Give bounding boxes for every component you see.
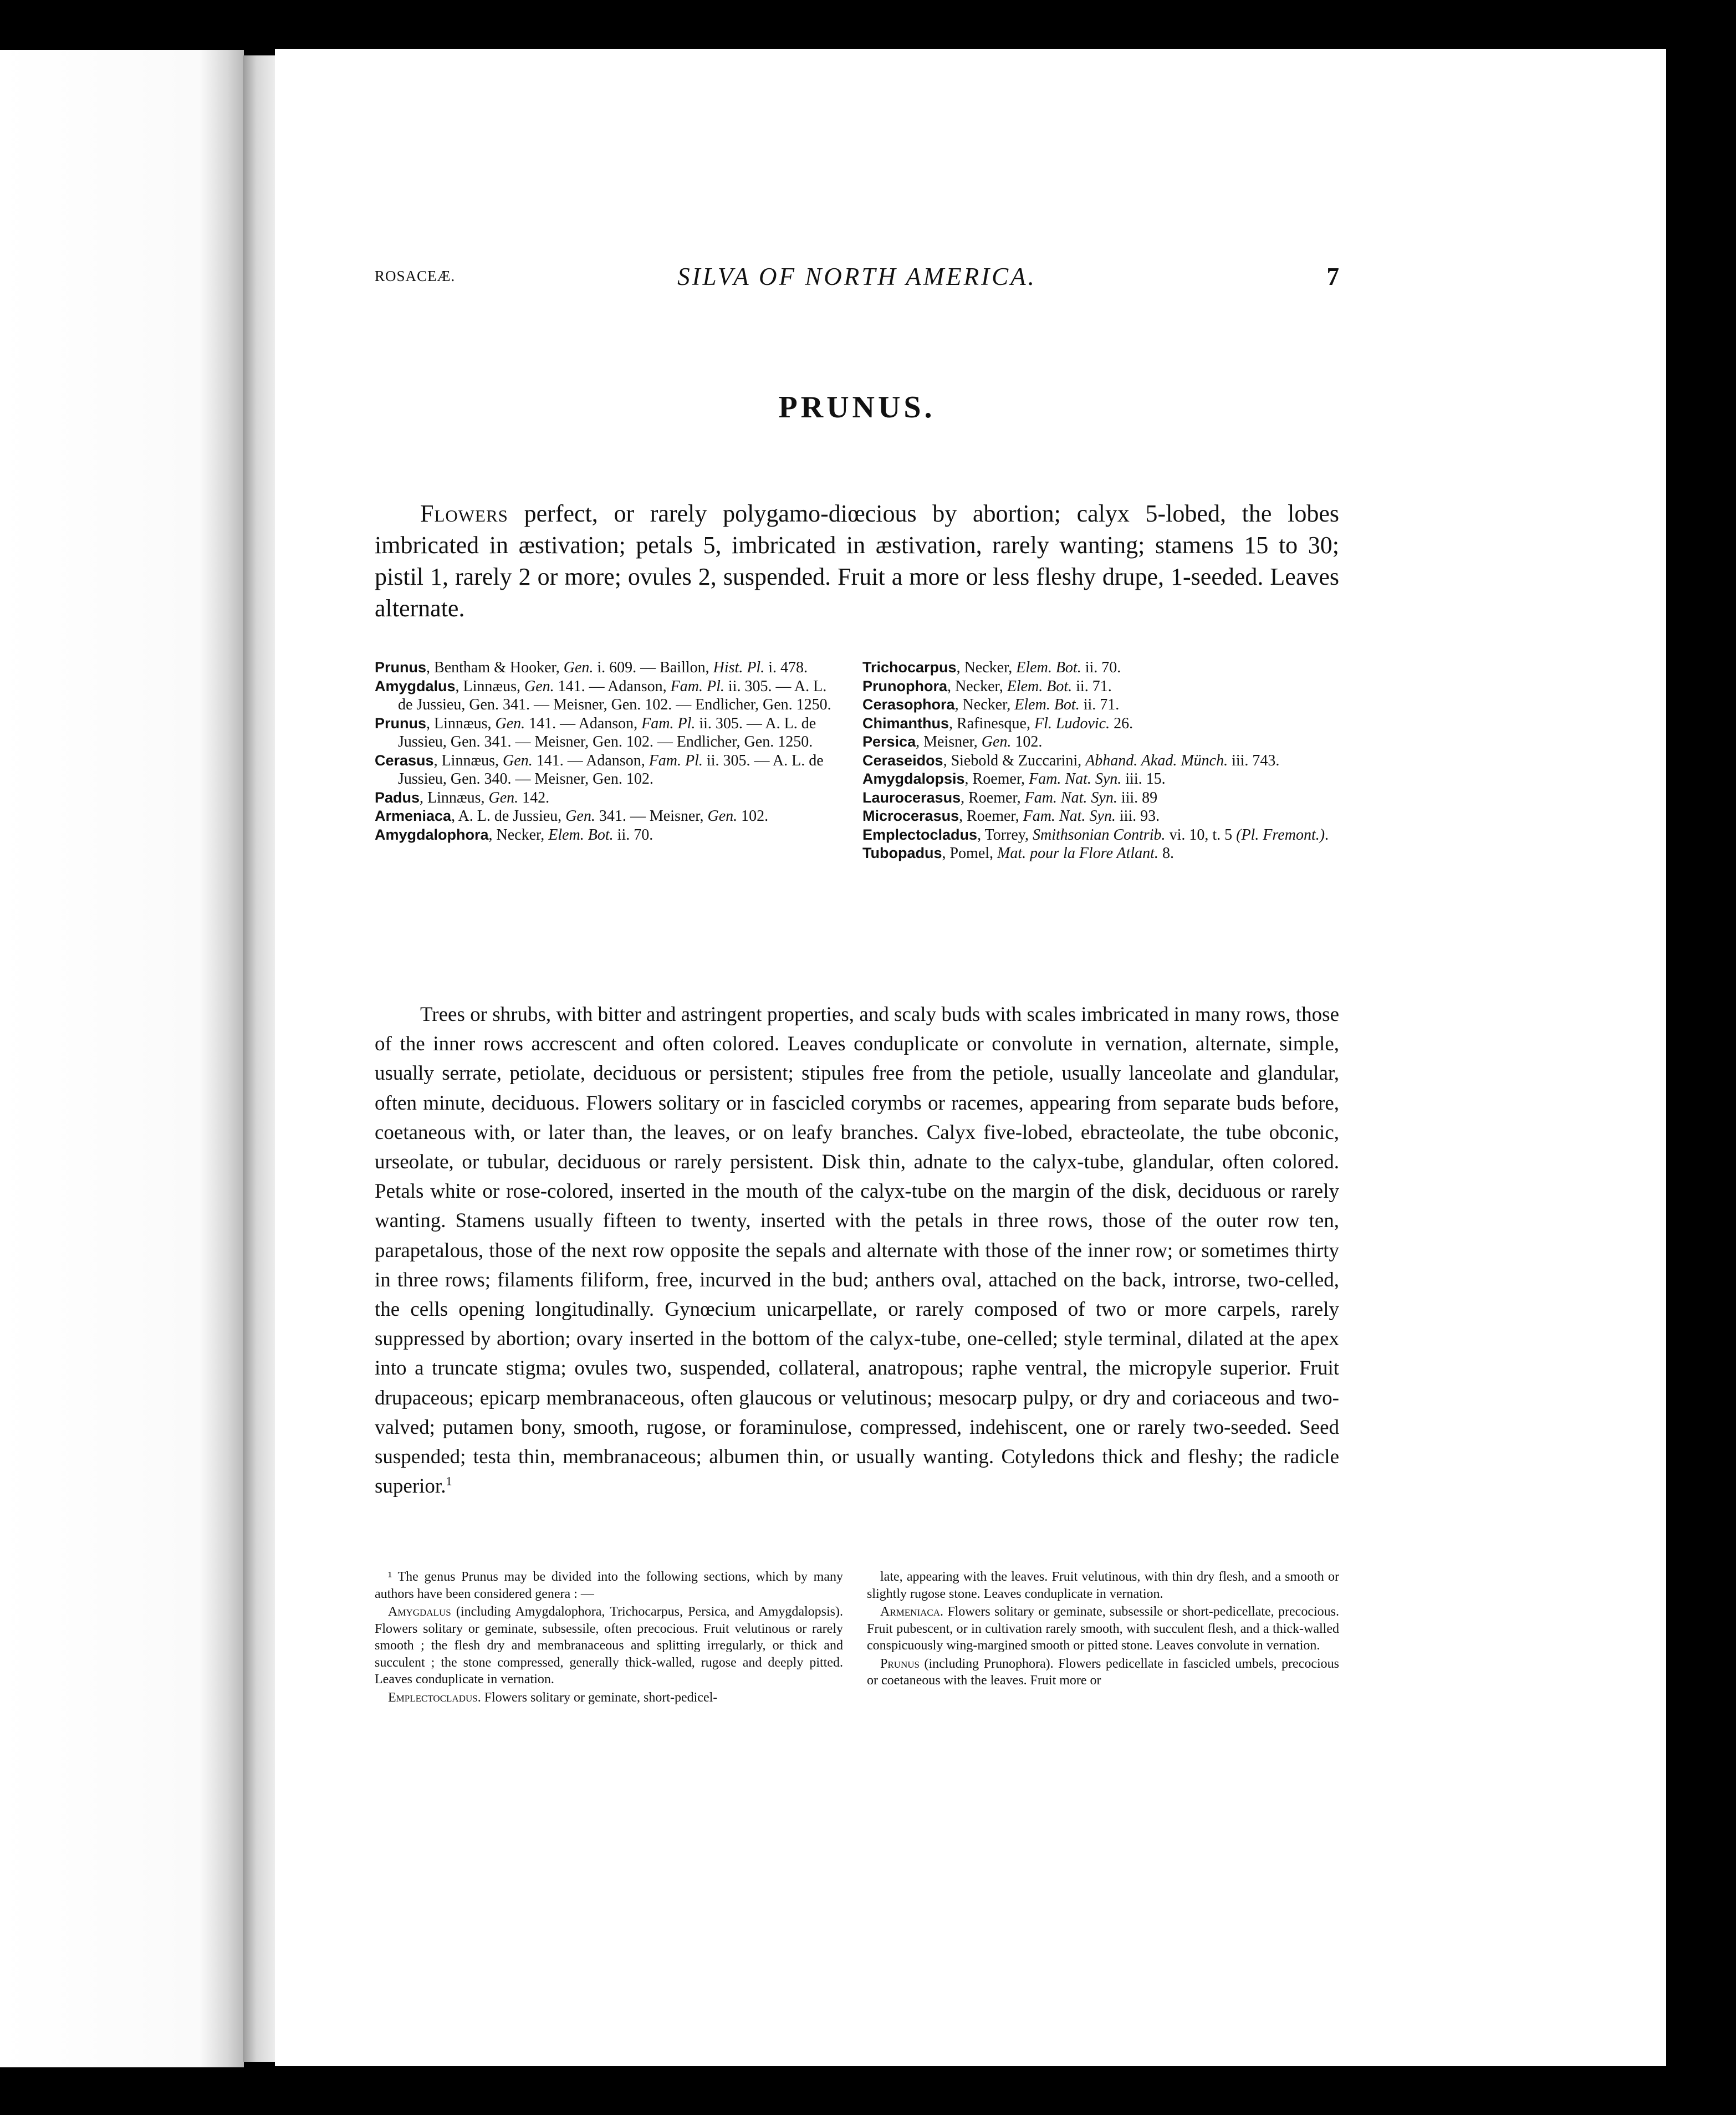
synonym-citation: ii. 71.: [1072, 677, 1112, 695]
synonym-citation: 102.: [737, 808, 769, 825]
footnote-text: late, appearing with the leaves. Fruit velutinous, with thin dry flesh, and a smooth or slightly rugose stone. Leaves conduplicate in vernation.: [867, 1570, 1339, 1601]
synonym-name: Emplectocladus: [862, 826, 978, 843]
synonym-work: Gen.: [565, 808, 595, 825]
synonym-entry: [375, 826, 843, 845]
synonym-entry: [862, 752, 1339, 770]
synonym-entry: [375, 714, 843, 752]
section-name: Amygdalus: [388, 1605, 451, 1619]
synonym-name: Laurocerasus: [862, 789, 961, 806]
synonym-author: , Linnæus,: [426, 714, 496, 732]
synonym-citation: ii. 70.: [1081, 659, 1121, 676]
synonym-author: , Pomel,: [942, 845, 998, 862]
running-head-title: SILVA OF NORTH AMERICA.: [677, 263, 1037, 290]
synonym-citation: 26.: [1110, 714, 1133, 732]
synonym-citation: ii. 305. — A. L. de Jussieu, Gen. 341. — Meisner, Gen. 102. — Endlicher, Gen. 1250.: [398, 677, 831, 713]
synonym-work: Fam. Pl.: [670, 677, 724, 695]
synonym-name: Microcerasus: [862, 808, 959, 824]
running-head: [375, 262, 1339, 295]
synonym-work: Abhand. Akad. Münch.: [1085, 752, 1228, 769]
synonym-work: Gen.: [503, 752, 533, 769]
synonym-work: Fl. Ludovic.: [1034, 714, 1110, 732]
synonym-work: Mat. pour la Flore Atlant.: [997, 845, 1158, 862]
footnote-text: . Flowers solitary or geminate, subsessile or short-pedicellate, precocious. Fruit pubescent, or in cultivation rarely smooth, with succulent flesh, and a thick-walled conspicuously wing-margined smooth or pitted stone. Leaves convolute in vernation.: [867, 1605, 1339, 1653]
synonym-entry: [862, 826, 1339, 845]
footnote-text: (including Prunophora). Flowers pedicellate in fascicled umbels, precocious or coetaneous with the leaves. Fruit more or: [867, 1656, 1339, 1688]
synonym-author: , Bentham & Hooker,: [426, 659, 564, 676]
synonym-author: , A. L. de Jussieu,: [451, 808, 566, 825]
synonym-work: Fam. Nat. Syn.: [1023, 808, 1116, 825]
generic-description: [375, 1000, 1339, 1501]
synonym-work: Hist. Pl.: [713, 659, 765, 676]
book-page: [275, 49, 1666, 2066]
synonym-citation: 8.: [1158, 845, 1174, 862]
synonym-citation: vi. 10, t. 5: [1165, 826, 1237, 844]
synonym-name: Ceraseidos: [862, 752, 943, 769]
synonym-author: , Linnæus,: [433, 752, 503, 769]
page-gutter-shadow: [243, 55, 277, 2062]
synonym-author: , Necker,: [954, 696, 1015, 713]
genus-title: PRUNUS.: [778, 390, 936, 425]
synonym-entry: [375, 807, 843, 826]
footnote-paragraph: [375, 1689, 843, 1707]
footnote-text: The genus Prunus may be divided into the following sections, which by many authors have been considered genera : —: [375, 1570, 843, 1601]
synonym-entry: [375, 658, 843, 677]
synonym-work: Gen.: [707, 808, 738, 825]
synonym-citation: .: [1325, 826, 1329, 844]
diagnosis-text: perfect, or rarely polygamo-diœcious by abortion; calyx 5-lobed, the lobes imbricated in æstivation; petals 5, imbricated in æstivation, rarely wanting; stamens 15 to 30; pistil 1, rarely 2 or more; ovules 2, suspended. Fruit a more or less fleshy drupe, 1-seeded. Leaves alternate.: [375, 500, 1339, 622]
synonym-entry: [375, 677, 843, 714]
facing-page-edge: [0, 50, 244, 2067]
synonym-entry: [862, 733, 1339, 752]
synonym-entry: [375, 789, 843, 808]
generic-diagnosis: [375, 498, 1339, 624]
synonym-work: Gen.: [495, 714, 525, 732]
synonym-author: , Necker,: [956, 659, 1017, 676]
synonym-author: , Necker,: [488, 826, 549, 844]
synonym-citation: 141. — Adanson,: [554, 677, 671, 695]
synonym-author: , Linnæus,: [420, 789, 489, 806]
synonym-name: Amygdalus: [375, 677, 456, 694]
synonym-citation: iii. 15.: [1121, 770, 1166, 788]
footnote-text: (including Amygdalophora, Trichocarpus, Persica, and Amygdalopsis). Flowers solitary or geminate, subsessile, often precocious. Fruit velutinous or rarely smooth ; the flesh dry and membranaceous and splitting irregularly, or thick and succulent ; the stone compressed, generally thick-walled, rugose and deeply pitted. Leaves conduplicate in vernation.: [375, 1605, 843, 1687]
footnote-marker: 1: [446, 1474, 452, 1488]
synonym-author: , Necker,: [947, 677, 1007, 695]
synonymy-right-column: [862, 658, 1339, 863]
synonym-author: , Meisner,: [916, 733, 982, 750]
synonym-entry: [862, 807, 1339, 826]
synonym-name: Persica: [862, 733, 916, 750]
footnote-paragraph: [867, 1656, 1339, 1689]
synonym-work: Gen.: [524, 677, 554, 695]
synonym-work: Fam. Pl.: [641, 714, 696, 732]
synonym-entry: [862, 658, 1339, 677]
synonym-name: Amygdalophora: [375, 826, 489, 843]
synonym-work: Elem. Bot.: [1007, 677, 1073, 695]
synonym-work: Elem. Bot.: [1016, 659, 1081, 676]
footnote-right-column: [867, 1569, 1339, 1690]
synonym-name: Chimanthus: [862, 714, 949, 732]
diagnosis-lead-word: Flowers: [420, 500, 508, 527]
synonym-citation: i. 478.: [764, 659, 808, 676]
section-name: Armeniaca: [880, 1605, 941, 1619]
synonym-citation: ii. 305. — A. L. de Jussieu, Gen. 341. — Meisner, Gen. 102. — Endlicher, Gen. 1250.: [398, 714, 816, 750]
synonym-name: Trichocarpus: [862, 659, 957, 676]
section-name: Emplectocladus: [388, 1690, 478, 1705]
synonym-author: , Linnæus,: [455, 677, 525, 695]
section-name: Prunus: [880, 1656, 920, 1671]
synonym-entry: [862, 844, 1339, 863]
synonym-entry: [862, 714, 1339, 733]
synonym-work: (Pl. Fremont.): [1236, 826, 1325, 844]
description-text: Trees or shrubs, with bitter and astringent properties, and scaly buds with scales imbricated in many rows, those of the inner rows accrescent and often colored. Leaves conduplicate or convolute in vernation, alternate, simple, usually serrate, petiolate, deciduous or persistent; stipules free from the petiole, usually lanceolate and glandular, often minute, deciduous. Flowers solitary or in fascicled corymbs or racemes, appearing from separate buds before, coetaneous with, or later than, the leaves, or on leafy branches. Calyx five-lobed, ebracteolate, the tube obconic, urseolate, or tubular, deciduous or rarely persistent. Disk thin, adnate to the calyx-tube, glandular, often colored. Petals white or rose-colored, inserted in the mouth of the calyx-tube on the margin of the disk, deciduous or rarely wanting. Stamens usually fifteen to twenty, inserted with the petals in three rows, those of the outer row ten, parapetalous, those of the next row opposite the sepals and alternate with those of the inner row; or sometimes thirty in three rows; filaments filiform, free, incurved in the bud; anthers oval, attached on the back, introrse, two-celled, the cells opening longitudinally. Gynœcium unicarpellate, or rarely composed of two or more carpels, rarely suppressed by abortion; ovary inserted in the bottom of the calyx-tube, one-celled; style terminal, dilated at the apex into a truncate stigma; ovules two, suspended, collateral, anatropous; raphe ventral, the micropyle superior. Fruit drupaceous; epicarp membranaceous, often glaucous or velutinous; mesocarp pulpy, or dry and coriaceous and two-valved; putamen bony, smooth, rugose, or foraminulose, compressed, indehiscent, one or rarely two-seeded. Seed suspended; testa thin, membranaceous; albumen thin, or usually wanting. Cotyledons thick and fleshy; the radicle superior.: [375, 1003, 1339, 1498]
footnote-paragraph: [375, 1603, 843, 1688]
synonym-author: , Torrey,: [977, 826, 1033, 844]
footnote-number: ¹: [388, 1570, 398, 1584]
synonym-work: Gen.: [981, 733, 1012, 750]
synonym-work: Fam. Nat. Syn.: [1024, 789, 1117, 806]
footnote-left-column: [375, 1569, 843, 1707]
synonym-citation: 141. — Adanson,: [525, 714, 642, 732]
synonym-work: Fam. Nat. Syn.: [1029, 770, 1122, 788]
synonym-work: Gen.: [488, 789, 519, 806]
synonym-author: , Roemer,: [964, 770, 1029, 788]
synonym-name: Amygdalopsis: [862, 770, 965, 787]
synonym-citation: ii. 70.: [613, 826, 653, 844]
footnote-text: . Flowers solitary or geminate, short-pedicel-: [477, 1690, 718, 1705]
synonym-name: Armeniaca: [375, 808, 452, 824]
synonym-name: Prunus: [375, 714, 427, 732]
synonym-citation: 102.: [1011, 733, 1043, 750]
synonym-entry: [862, 770, 1339, 789]
synonym-entry: [862, 677, 1339, 696]
synonym-name: Cerasus: [375, 752, 434, 769]
synonym-name: Padus: [375, 789, 420, 806]
footnote-paragraph: [375, 1569, 843, 1602]
synonym-name: Prunus: [375, 659, 427, 676]
synonym-name: Tubopadus: [862, 845, 942, 861]
synonym-citation: iii. 743.: [1228, 752, 1280, 769]
synonym-citation: 142.: [518, 789, 550, 806]
synonym-work: Fam. Pl.: [649, 752, 703, 769]
synonym-citation: ii. 71.: [1079, 696, 1120, 713]
synonym-author: , Roemer,: [961, 789, 1025, 806]
synonym-citation: iii. 89: [1117, 789, 1158, 806]
synonym-citation: i. 609. — Baillon,: [593, 659, 713, 676]
synonym-work: Gen.: [563, 659, 594, 676]
synonym-name: Cerasophora: [862, 696, 955, 713]
synonym-work: Elem. Bot.: [1014, 696, 1080, 713]
synonymy-left-column: [375, 658, 843, 844]
synonym-work: Smithsonian Contrib.: [1032, 826, 1166, 844]
synonym-citation: 141. — Adanson,: [532, 752, 649, 769]
synonym-author: , Rafinesque,: [949, 714, 1034, 732]
synonym-citation: 341. — Meisner,: [595, 808, 708, 825]
page-number: 7: [1326, 263, 1339, 290]
synonym-author: , Roemer,: [959, 808, 1023, 825]
footnote-paragraph: [867, 1569, 1339, 1602]
synonym-entry: [862, 696, 1339, 714]
footnote-paragraph: [867, 1603, 1339, 1654]
synonym-entry: [862, 789, 1339, 808]
synonym-citation: iii. 93.: [1115, 808, 1160, 825]
synonym-entry: [375, 752, 843, 789]
synonym-author: , Siebold & Zuccarini,: [943, 752, 1086, 769]
running-head-family: ROSACEÆ.: [375, 268, 456, 284]
synonym-work: Elem. Bot.: [548, 826, 614, 844]
synonym-citation: ii. 305. — A. L. de Jussieu, Gen. 340. — Meisner, Gen. 102.: [398, 752, 824, 788]
synonym-name: Prunophora: [862, 677, 947, 694]
